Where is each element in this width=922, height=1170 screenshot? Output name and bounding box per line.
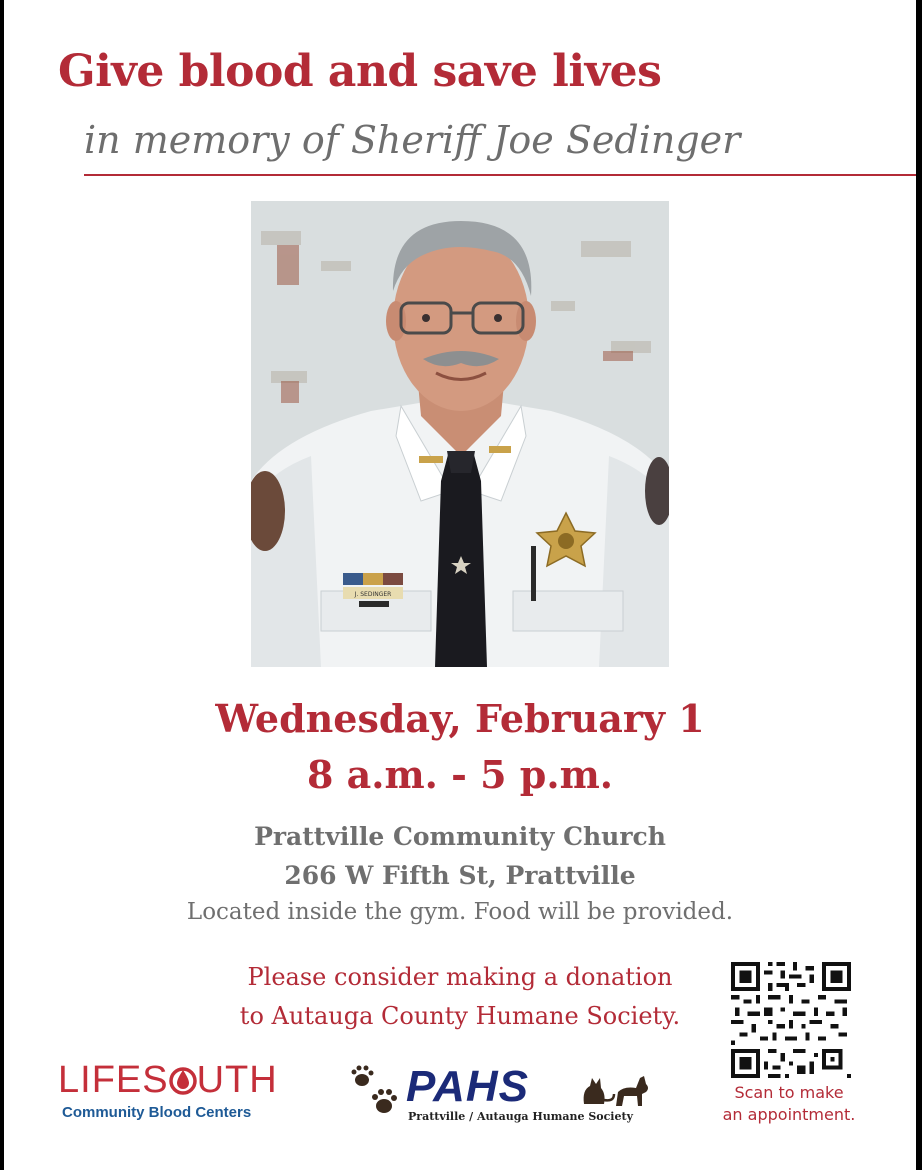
flyer-subtitle: in memory of Sheriff Joe Sedinger — [84, 118, 741, 162]
title-divider — [84, 174, 916, 176]
lifesouth-word-part-2: UTH — [196, 1059, 278, 1101]
nametag-text: J. SEDINGER — [354, 591, 392, 598]
blood-drop-icon — [169, 1062, 197, 1096]
lifesouth-logo — [58, 1060, 308, 1130]
cat-and-dog-icon — [580, 1064, 652, 1110]
qr-caption-line-1: Scan to make — [734, 1083, 844, 1102]
donation-request — [200, 958, 720, 1036]
qr-caption — [704, 1082, 874, 1126]
pahs-tagline: Prattville / Autauga Humane Society — [408, 1110, 633, 1123]
event-date: Wednesday, February 1 — [215, 696, 705, 741]
event-venue: Prattville Community Church — [254, 822, 666, 851]
paw-prints-icon — [348, 1062, 404, 1122]
flyer-title: Give blood and save lives — [58, 46, 662, 97]
event-time: 8 a.m. - 5 p.m. — [306, 752, 614, 797]
appointment-qr-code[interactable] — [731, 962, 851, 1078]
qr-caption-line-2: an appointment. — [722, 1105, 856, 1124]
pahs-wordmark: PAHS — [406, 1062, 529, 1111]
pahs-logo — [348, 1060, 668, 1130]
lifesouth-tagline: Community Blood Centers — [62, 1104, 252, 1121]
donation-line-2: to Autauga County Humane Society. — [239, 1002, 681, 1030]
donation-line-1: Please consider making a donation — [247, 963, 673, 991]
event-note: Located inside the gym. Food will be provided. — [186, 899, 734, 925]
lifesouth-word-part-1: LIFES — [58, 1059, 169, 1101]
flyer-page — [4, 0, 916, 1170]
sheriff-portrait-photo — [251, 201, 669, 667]
lifesouth-wordmark — [58, 1060, 308, 1100]
event-address: 266 W Fifth St, Prattville — [284, 861, 636, 890]
